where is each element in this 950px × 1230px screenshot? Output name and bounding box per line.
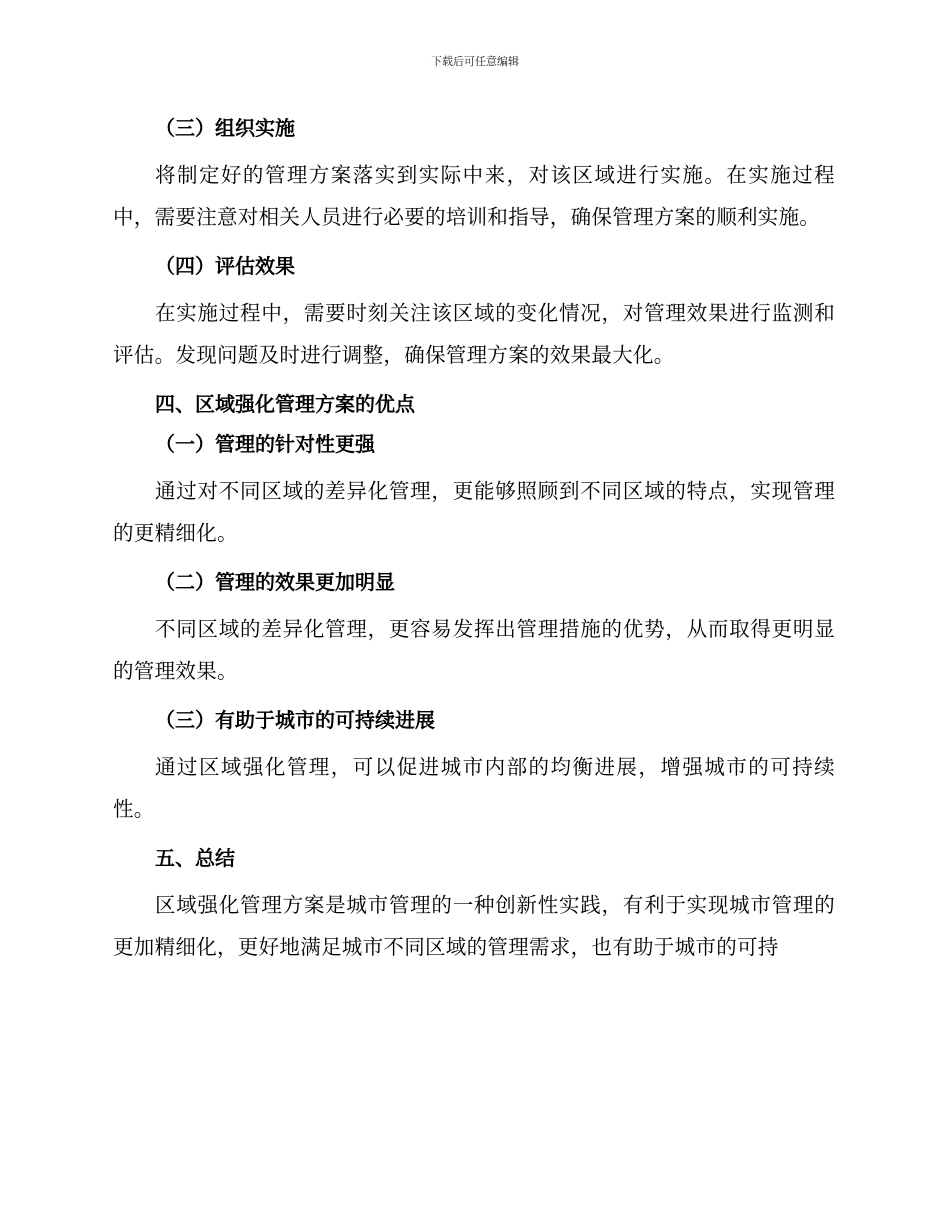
- subheading-stronger-targeting: （一）管理的针对性更强: [155, 432, 375, 456]
- page-header: 下载后可任意编辑: [431, 55, 519, 68]
- subheading-more-obvious-effect: （二）管理的效果更加明显: [155, 570, 395, 594]
- paragraph-implementation: 将制定好的管理方案落实到实际中来，对该区域进行实施。在实施过程中，需要注意对相关人员进行必要的培训和指导，确保管理方案的顺利实施。: [113, 163, 835, 229]
- paragraph-effect: 不同区域的差异化管理，更容易发挥出管理措施的优势，从而取得更明显的管理效果。: [113, 617, 835, 683]
- paragraph-evaluation: 在实施过程中，需要时刻关注该区域的变化情况，对管理效果进行监测和评估。发现问题及时进行调整，确保管理方案的效果最大化。: [113, 301, 835, 367]
- subheading-organize-implementation: （三）组织实施: [155, 116, 295, 140]
- subheading-evaluate-effect: （四）评估效果: [155, 254, 295, 278]
- paragraph-summary: 区域强化管理方案是城市管理的一种创新性实践，有利于实现城市管理的更加精细化，更好地满足城市不同区域的管理需求，也有助于城市的可持: [113, 893, 835, 959]
- section-heading-advantages: 四、区域强化管理方案的优点: [155, 392, 415, 416]
- document-body: [113, 108, 835, 976]
- subheading-sustainable-development: （三）有助于城市的可持续进展: [155, 708, 435, 732]
- section-heading-summary: 五、总结: [155, 846, 235, 870]
- paragraph-sustainability: 通过区域强化管理，可以促进城市内部的均衡进展，增强城市的可持续性。: [113, 755, 835, 821]
- paragraph-targeting: 通过对不同区域的差异化管理，更能够照顾到不同区域的特点，实现管理的更精细化。: [113, 479, 835, 545]
